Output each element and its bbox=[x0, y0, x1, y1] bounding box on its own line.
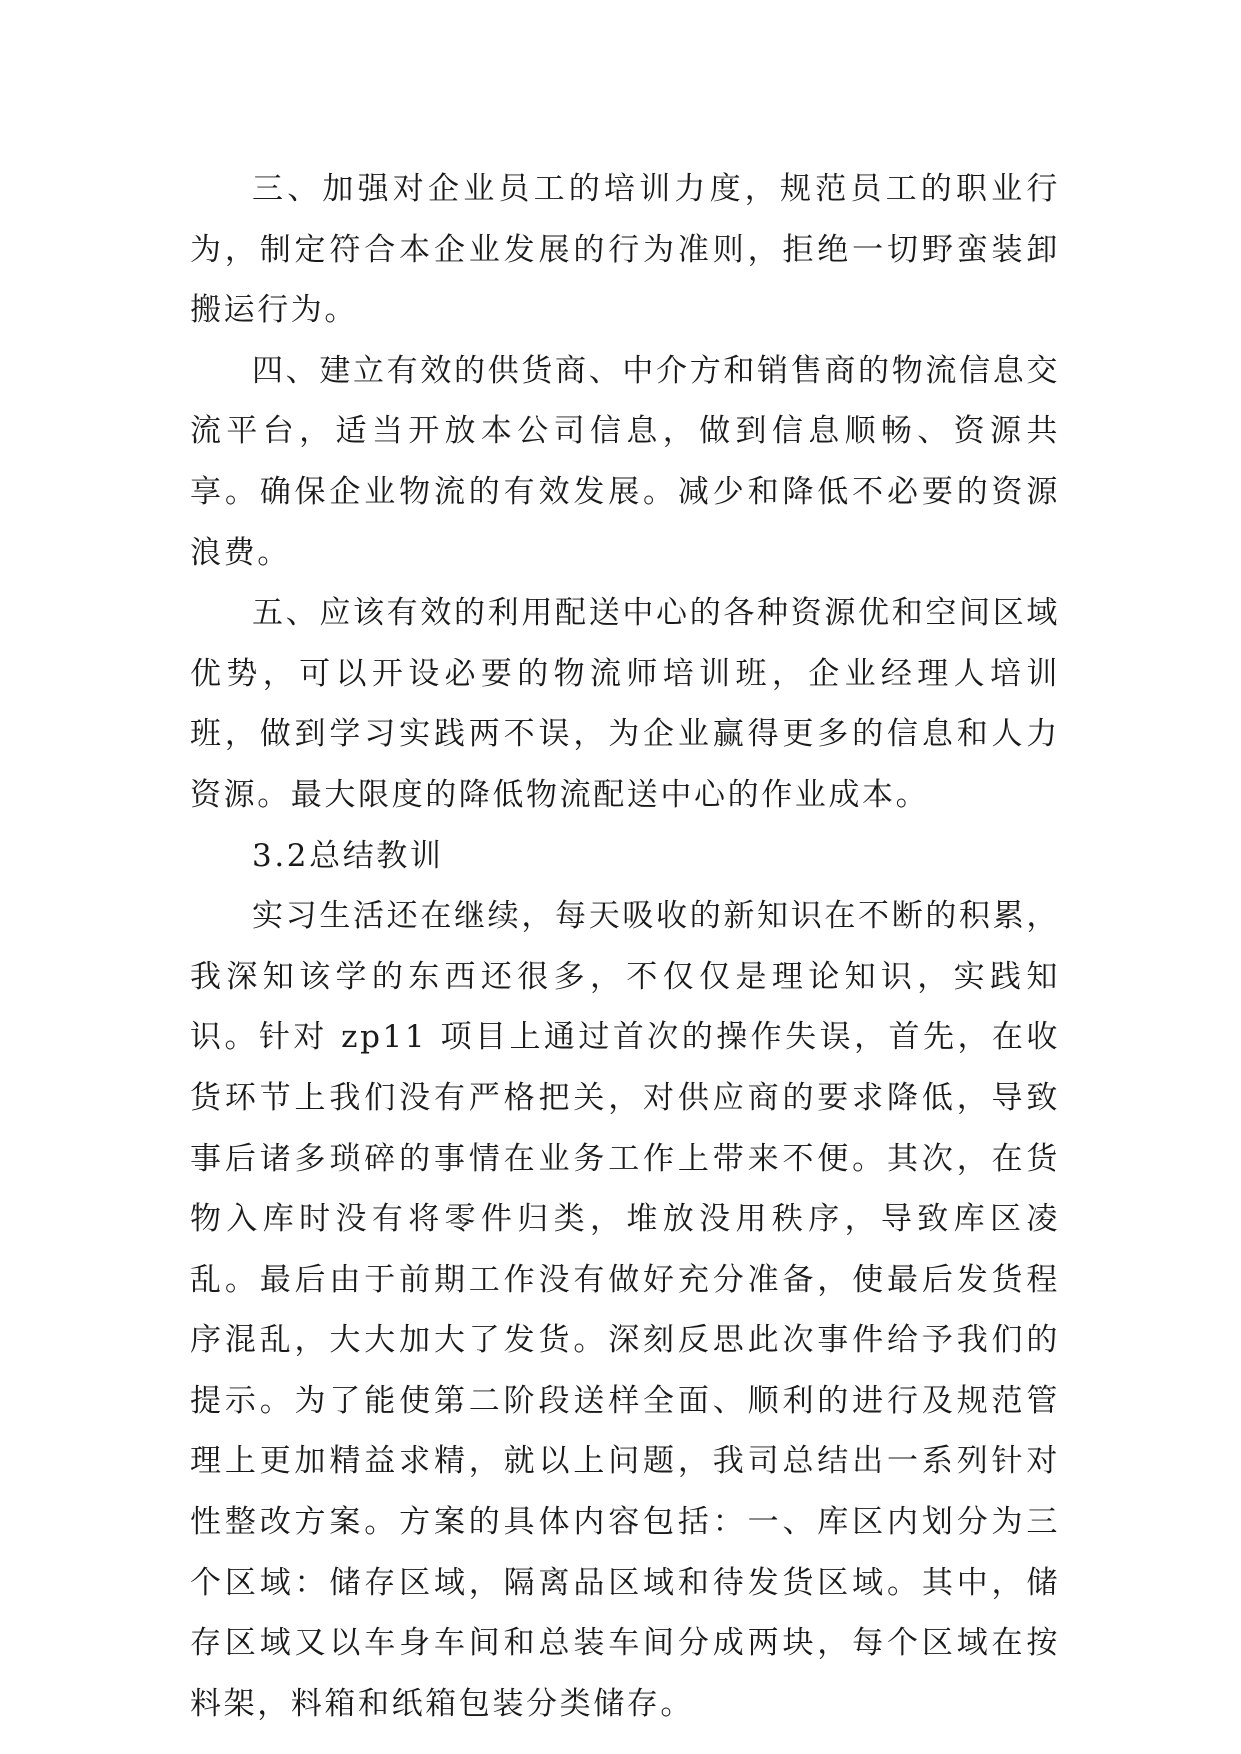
paragraph-summary: 实习生活还在继续，每天吸收的新知识在不断的积累，我深知该学的东西还很多，不仅仅是理论知识，实践知识。针对 zp11 项目上通过首次的操作失误，首先，在收货环节上我们没有严格把关，对供应商的要求降低，导致事后诸多琐碎的事情在业务工作上带来不便。其次，在货物入库时没有将零件归类，堆放没用秩序，导致库区凌乱。最后由于前期工作没有做好充分准备，使最后发货程序混乱，大大加大了发货。深刻反思此次事件给予我们的提示。为了能使第二阶段送样全面、顺利的进行及规范管理上更加精益求精，就以上问题，我司总结出一系列针对性整改方案。方案的具体内容包括：一、库区内划分为三个区域：储存区域，隔离品区域和待发货区域。其中，储存区域又以车身车间和总装车间分成两块，每个区域在按料架，料箱和纸箱包装分类储存。 bbox=[190, 898, 1060, 1722]
paragraph-measure-4: 四、建立有效的供货商、中介方和销售商的物流信息交流平台，适当开放本公司信息，做到信息顺畅、资源共享。确保企业物流的有效发展。减少和降低不必要的资源浪费。 bbox=[190, 352, 1060, 571]
paragraph-measure-3: 三、加强对企业员工的培训力度，规范员工的职业行为，制定符合本企业发展的行为准则，拒绝一切野蛮装卸搬运行为。 bbox=[190, 171, 1060, 329]
section-heading: 3.2总结教训 bbox=[252, 837, 444, 874]
paragraph-measure-5: 五、应该有效的利用配送中心的各种资源优和空间区域优势，可以开设必要的物流师培训班，企业经理人培训班，做到学习实践两不误，为企业赢得更多的信息和人力资源。最大限度的降低物流配送中心的作业成本。 bbox=[190, 595, 1060, 813]
document-body bbox=[190, 159, 1060, 1734]
